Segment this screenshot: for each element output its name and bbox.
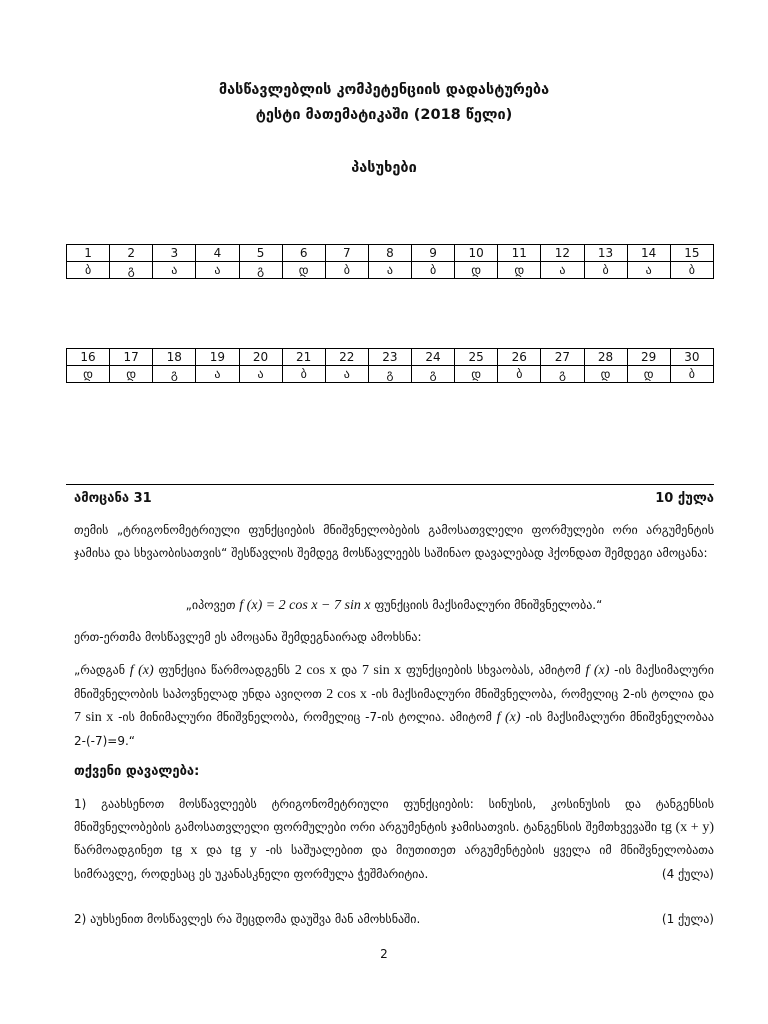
page-title: მასწავლებლის კომპეტენციის დადასტურება [218,82,550,98]
answer-cell: ბ [670,366,713,383]
answer-cell: დ [455,262,498,279]
question-number-cell: 4 [196,245,239,262]
question-number-cell: 20 [239,349,282,366]
question-number-cell: 13 [584,245,627,262]
task-intro: თემის „ტრიგონომეტრიული ფუნქციების მნიშვნელობების გამოსათვლელი ფორმულები ორი არგუმენტის ჯამისა და სხვაობისათვის“ შესწავლის შემდეგ მოსწავლეებს საშინაო დავალებად ჰქონდათ შემდეგი ამოცანა: [74,523,714,560]
answer-cell: ბ [412,262,455,279]
page-number: 2 [380,947,388,961]
question-number-cell: 2 [110,245,153,262]
question-number-cell: 7 [325,245,368,262]
answer-cell: ბ [584,262,627,279]
problem-statement: „იპოვეთ f (x) = 2 cos x − 7 sin x ფუნქციის მაქსიმალური მნიშვნელობა.“ [185,598,603,613]
task-heading: ამოცანა 31 [74,491,152,506]
question-number-cell: 26 [498,349,541,366]
question-number-cell: 1 [67,245,110,262]
answers-row [67,366,714,383]
question-number-cell: 14 [627,245,670,262]
answer-cell: ა [627,262,670,279]
answer-cell: ა [196,366,239,383]
answer-cell: გ [368,366,411,383]
question-number-cell: 28 [584,349,627,366]
question-numbers-row [67,245,714,262]
question-1-points: (4 ქულა) [661,866,714,881]
question-number-cell: 30 [670,349,713,366]
answer-cell: დ [67,366,110,383]
question-number-cell: 17 [110,349,153,366]
answer-cell: გ [412,366,455,383]
answer-cell: დ [584,366,627,383]
answer-cell: ბ [325,262,368,279]
answer-cell: ა [325,366,368,383]
task-points: 10 ქულა [655,491,714,506]
answer-cell: დ [110,366,153,383]
answer-cell: ბ [670,262,713,279]
question-number-cell: 8 [368,245,411,262]
question-number-cell: 16 [67,349,110,366]
question-number-cell: 15 [670,245,713,262]
question-number-cell: 24 [412,349,455,366]
question-number-cell: 11 [498,245,541,262]
question-number-cell: 9 [412,245,455,262]
student-intro: ერთ-ერთმა მოსწავლემ ეს ამოცანა შემდეგნაირად ამოხსნა: [74,630,422,644]
section-divider [66,484,714,485]
answer-cell: ა [239,366,282,383]
answer-cell: ა [153,262,196,279]
problem-formula: f (x) = 2 cos x − 7 sin x [239,598,371,613]
answer-cell: ბ [282,366,325,383]
answers-title: პასუხები [351,160,417,176]
question-number-cell: 10 [455,245,498,262]
question-number-cell: 18 [153,349,196,366]
answers-row [67,262,714,279]
answer-cell: ა [196,262,239,279]
question-number-cell: 12 [541,245,584,262]
question-1: 1) გაახსენოთ მოსწავლეებს ტრიგონომეტრიული ფუნქციების: სინუსის, კოსინუსის და ტანგენსის მნიშვნელობების გამოსათვლელი ფორმულები ორი არგუმენტის ჯამისათვის. ტანგენსის შემთხვევაში tg (x + y) წარმოადგინეთ tg x და tg y -ის საშუალებით და მიუთითეთ არგუმენტების ყველა იმ მნიშვნელობათა სიმრავლე, როდესაც ეს უკანასკნელი ფორმულა ჭეშმარიტია. (4 ქულა) [74,793,714,885]
answer-cell: ბ [67,262,110,279]
question-number-cell: 5 [239,245,282,262]
question-number-cell: 29 [627,349,670,366]
question-numbers-row [67,349,714,366]
question-2: 2) აუხსენით მოსწავლეს რა შეცდომა დაუშვა მან ამოხსნაში. (1 ქულა) [74,908,714,931]
answer-cell: გ [110,262,153,279]
your-task-heading: თქვენი დავალება: [74,764,200,779]
question-number-cell: 27 [541,349,584,366]
answer-cell: გ [239,262,282,279]
answer-cell: დ [498,262,541,279]
question-number-cell: 6 [282,245,325,262]
question-number-cell: 22 [325,349,368,366]
question-number-cell: 21 [282,349,325,366]
question-number-cell: 19 [196,349,239,366]
answer-cell: ა [541,262,584,279]
answer-cell: ა [368,262,411,279]
question-2-points: (1 ქულა) [661,912,714,926]
answers-table-2 [66,348,714,383]
answer-cell: გ [153,366,196,383]
answer-cell: ბ [498,366,541,383]
answer-cell: გ [541,366,584,383]
question-number-cell: 23 [368,349,411,366]
question-number-cell: 3 [153,245,196,262]
question-number-cell: 25 [455,349,498,366]
answer-cell: დ [627,366,670,383]
answer-cell: დ [282,262,325,279]
answer-cell: დ [455,366,498,383]
student-solution: „რადგან f (x) ფუნქცია წარმოადგენს 2 cos x და 7 sin x ფუნქციების სხვაობას, ამიტომ f (x) -ის მაქსიმალური მნიშვნელობის საპოვნელად უნდა ავიღოთ 2 cos x -ის მაქსიმალური მნიშვნელობა, რომელიც 2-ის ტოლია და 7 sin x -ის მინიმალური მნიშვნელობა, რომელიც -7-ის ტოლია. ამიტომ f (x) -ის მაქსიმალური მნიშვნელობაა 2-(-7)=9.“ [74,663,714,748]
answers-table-1 [66,244,714,279]
page-subtitle: ტესტი მათემატიკაში (2018 წელი) [255,107,513,123]
